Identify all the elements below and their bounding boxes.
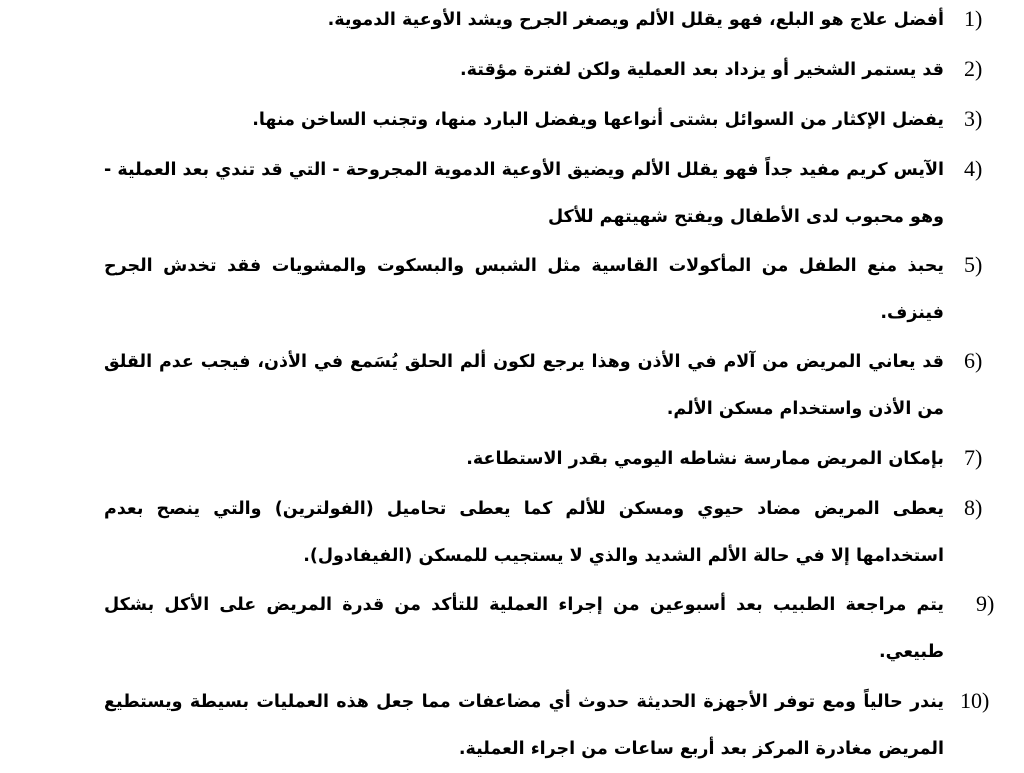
- item-text: بإمكان المريض ممارسة نشاطه اليومي بقدر الاستطاعة.: [466, 449, 944, 469]
- item-number: 3): [964, 106, 983, 131]
- item-number: 5): [964, 252, 983, 277]
- item-text: يحبذ منع الطفل من المأكولات القاسية مثل الشبس والبسكوت والمشويات فقد تخدش الجرح فينزف.: [104, 256, 944, 323]
- list-item: [104, 97, 983, 144]
- item-number: 10): [960, 688, 990, 713]
- item-number: 6): [964, 348, 983, 373]
- item-number: 2): [964, 56, 983, 81]
- list-item: [104, 243, 983, 337]
- item-text: قد يستمر الشخير أو يزداد بعد العملية ولكن لفترة مؤقتة.: [459, 60, 944, 80]
- item-text: يندر حالياً ومع توفر الأجهزة الحديثة حدوث أي مضاعفات مما جعل هذه العمليات بسيطة ويستطيع المريض مغادرة المركز بعد أربع ساعات من اجراء العملية.: [104, 692, 944, 759]
- list-item: [104, 147, 983, 241]
- item-text: الآيس كريم مفيد جداً فهو يقلل الألم ويضيق الأوعية الدموية المجروحة - التي قد تندي بعد العملية - وهو محبوب لدى الأطفال ويفتح شهيتهم للأكل: [104, 160, 944, 227]
- item-number: 4): [964, 156, 983, 181]
- item-text: يعطى المريض مضاد حيوي ومسكن للألم كما يعطى تحاميل (الفولترين) والتي ينصح بعدم استخدامها إلا في حالة الألم الشديد والذي لا يستجيب للمسكن (الفيفادول).: [104, 499, 944, 566]
- list-item: [104, 486, 983, 580]
- list-item: [104, 0, 983, 44]
- item-text: أفضل علاج هو البلع، فهو يقلل الألم ويصغر الجرح ويشد الأوعية الدموية.: [327, 10, 944, 30]
- list-item: [104, 582, 995, 676]
- item-number: 7): [964, 445, 983, 470]
- item-text: يفضل الإكثار من السوائل بشتى أنواعها ويفضل البارد منها، وتجنب الساخن منها.: [252, 110, 944, 130]
- list-item: [104, 436, 983, 483]
- item-number: 1): [964, 6, 983, 31]
- item-text: قد يعاني المريض من آلام في الأذن وهذا يرجع لكون ألم الحلق يُسَمع في الأذن، فيجب عدم القلق من الأذن واستخدام مسكن الألم.: [104, 352, 944, 419]
- item-number: 9): [976, 591, 995, 616]
- list-item: [104, 47, 983, 94]
- list-item: [104, 679, 990, 773]
- item-number: 8): [964, 495, 983, 520]
- list-item: [104, 339, 983, 433]
- item-text: يتم مراجعة الطبيب بعد أسبوعين من إجراء العملية للتأكد من قدرة المريض على الأكل بشكل طبيعي.: [104, 595, 944, 662]
